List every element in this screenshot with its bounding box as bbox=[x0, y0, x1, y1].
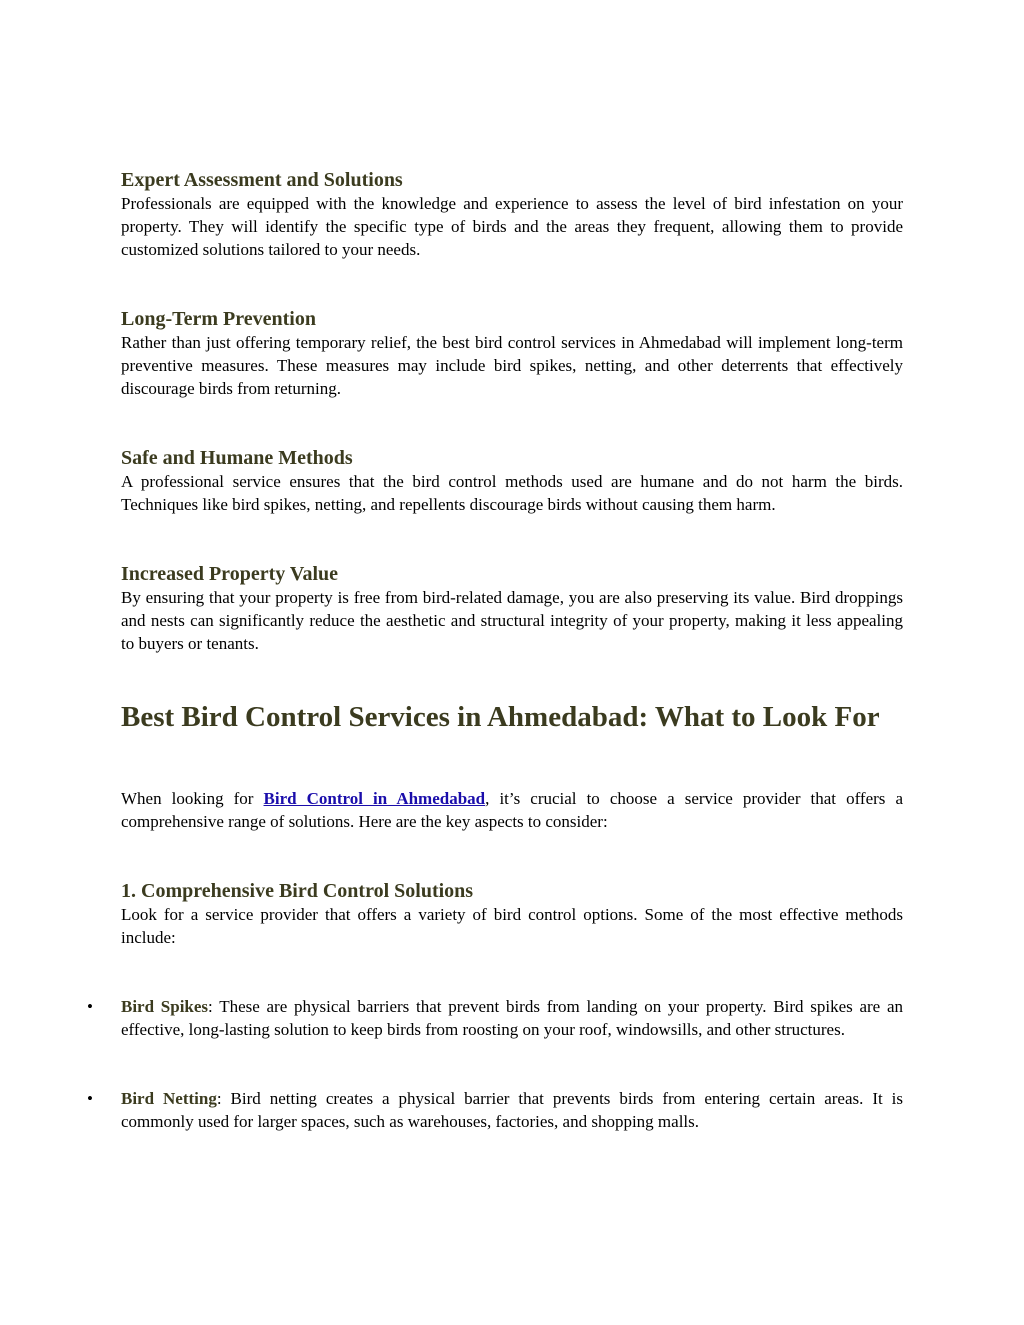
bullet-term: Bird Netting bbox=[121, 1089, 217, 1108]
section-safe-humane bbox=[121, 446, 903, 516]
spacer bbox=[121, 261, 903, 307]
bullet-term: Bird Spikes bbox=[121, 997, 209, 1016]
section-heading: Increased Property Value bbox=[121, 563, 339, 585]
section-body: Rather than just offering temporary relief, the best bird control services in Ahmedabad will implement long-term preventive measures. These measures may include bird spikes, netting, and other deterrents that effectively discourage birds from returning. bbox=[121, 333, 903, 398]
spacer bbox=[121, 735, 903, 787]
bird-control-link[interactable]: Bird Control in Ahmedabad bbox=[263, 789, 486, 808]
bullet-text: : These are physical barriers that prevent birds from landing on your property. Bird spikes are an effective, long-lasting solution to keep birds from roosting on your roof, windowsills, and other structures. bbox=[121, 997, 903, 1039]
methods-list bbox=[87, 995, 903, 1133]
spacer bbox=[121, 516, 903, 562]
section-heading: 1. Comprehensive Bird Control Solutions bbox=[121, 880, 474, 902]
spacer bbox=[121, 833, 903, 879]
spacer bbox=[121, 655, 903, 699]
list-item bbox=[87, 1087, 903, 1133]
bullet-icon: • bbox=[87, 1089, 93, 1108]
section-property-value bbox=[121, 562, 903, 655]
section-comprehensive-solutions bbox=[121, 879, 903, 949]
section-body: Professionals are equipped with the knowledge and experience to assess the level of bird infestation on your property. They will identify the specific type of birds and the areas they frequent, allowing them to provide customized solutions tailored to your needs. bbox=[121, 194, 903, 259]
spacer bbox=[121, 949, 903, 995]
main-heading: Best Bird Control Services in Ahmedabad: What to Look For bbox=[121, 701, 880, 733]
section-heading: Expert Assessment and Solutions bbox=[121, 169, 403, 191]
section-body: Look for a service provider that offers a variety of bird control options. Some of the most effective methods include: bbox=[121, 905, 903, 947]
section-body: A professional service ensures that the bird control methods used are humane and do not harm the birds. Techniques like bird spikes, netting, and repellents discourage birds without causing them harm. bbox=[121, 472, 903, 514]
spacer bbox=[121, 400, 903, 446]
section-long-term-prevention bbox=[121, 307, 903, 400]
intro-paragraph bbox=[121, 787, 903, 833]
section-heading: Safe and Humane Methods bbox=[121, 447, 353, 469]
section-body: By ensuring that your property is free from bird-related damage, you are also preserving its value. Bird droppings and nests can significantly reduce the aesthetic and structural integrity of your property, making it less appealing to buyers or tenants. bbox=[121, 588, 903, 653]
spacer bbox=[121, 1041, 903, 1087]
bullet-text: : Bird netting creates a physical barrier that prevents birds from entering certain areas. It is commonly used for larger spaces, such as warehouses, factories, and shopping malls. bbox=[121, 1089, 903, 1131]
intro-text-before: When looking for bbox=[121, 789, 264, 808]
list-item bbox=[87, 995, 903, 1041]
section-expert-assessment bbox=[121, 168, 903, 261]
bullet-icon: • bbox=[87, 997, 93, 1016]
section-heading: Long-Term Prevention bbox=[121, 308, 316, 330]
document-page bbox=[87, 168, 904, 1133]
intro-text-after: , it’s crucial to choose a service provider that offers a comprehensive range of solutions. Here are the key aspects to consider: bbox=[121, 789, 904, 831]
